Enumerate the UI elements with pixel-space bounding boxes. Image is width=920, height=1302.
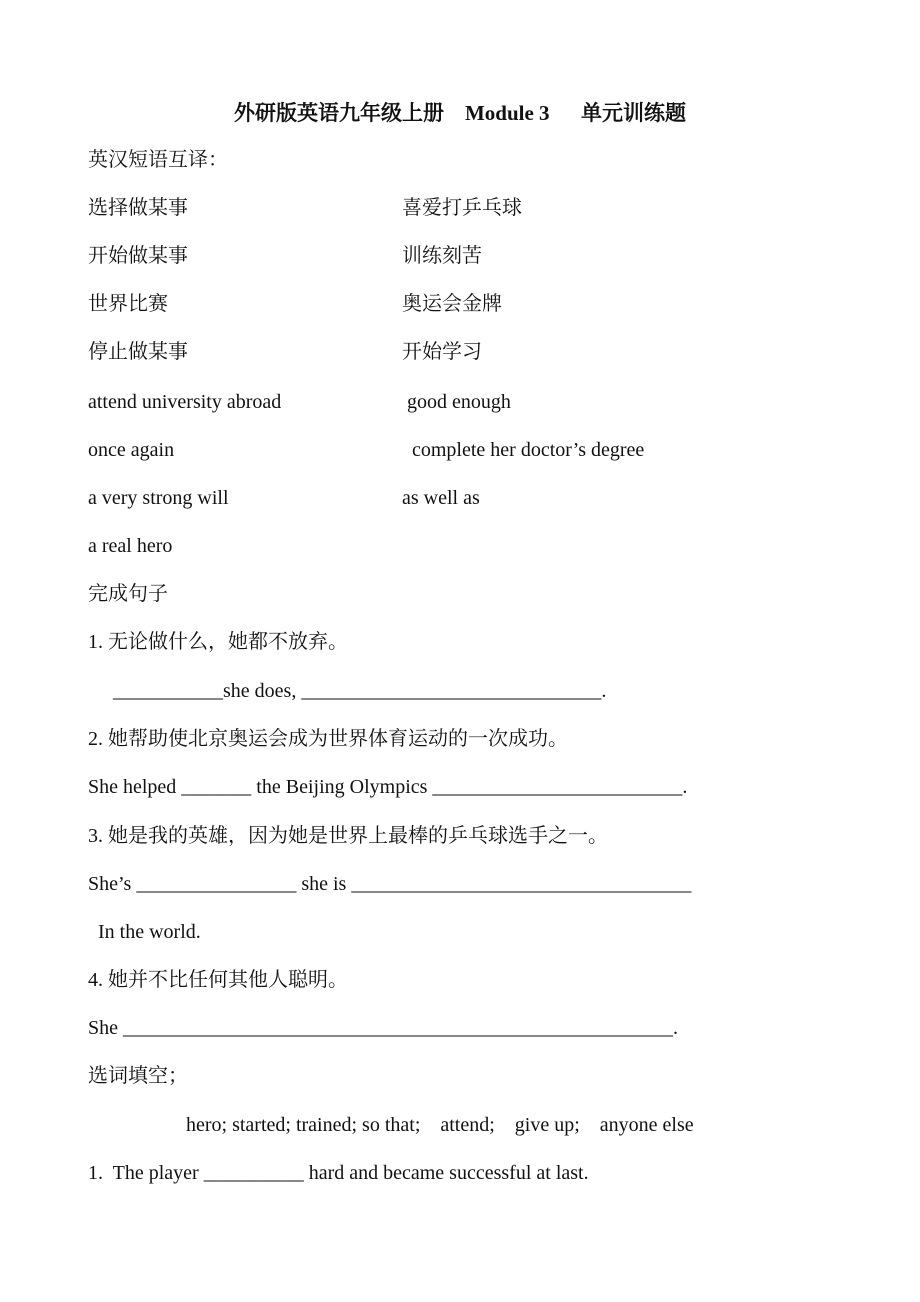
section-heading-word-fill: 选词填空； [88,1065,188,1087]
sentence-answer-blank[interactable]: ___________she does, ______________________________. [88,680,607,702]
word-bank: hero; started; trained; so that; attend; give up; anyone else [186,1114,694,1136]
phrase-left: a very strong will [88,487,229,509]
sentence-prompt: 2. 她帮助使北京奥运会成为世界体育运动的一次成功。 [88,728,568,750]
phrase-left: 选择做某事 [88,197,188,219]
sentence-answer-blank[interactable]: She _______________________________________________________. [88,1017,678,1039]
phrase-left: 世界比赛 [88,293,168,315]
phrase-right: good enough [402,391,511,413]
phrase-right: 喜爱打乒乓球 [402,197,522,219]
phrase-right: complete her doctor’s degree [402,439,645,461]
sentence-answer-blank[interactable]: She’s ________________ she is __________________________________ [88,873,692,895]
sentence-prompt: 4. 她并不比任何其他人聪明。 [88,969,348,991]
sentence-prompt: 3. 她是我的英雄，因为她是世界上最棒的乒乓球选手之一。 [88,825,608,847]
phrase-right: 奥运会金牌 [402,293,502,315]
sentence-answer-blank[interactable]: She helped _______ the Beijing Olympics _________________________. [88,776,688,798]
phrase-left: attend university abroad [88,391,282,413]
sentence-prompt: 1. 无论做什么，她都不放弃。 [88,631,348,653]
phrase-left: 停止做某事 [88,341,188,363]
phrase-left: 开始做某事 [88,245,188,267]
sentence-answer-continuation: In the world. [88,921,201,943]
phrase-right: 开始学习 [402,341,482,363]
phrase-right: as well as [402,487,480,509]
phrase-left: a real hero [88,535,173,557]
section-heading-phrase-translation: 英汉短语互译： [88,149,228,171]
phrase-right: 训练刻苦 [402,245,482,267]
fill-in-item[interactable]: 1. The player __________ hard and became successful at last. [88,1162,589,1184]
document-title: 外研版英语九年级上册 Module 3 单元训练题 [233,101,687,125]
section-heading-complete-sentences: 完成句子 [88,583,168,605]
phrase-left: once again [88,439,175,461]
